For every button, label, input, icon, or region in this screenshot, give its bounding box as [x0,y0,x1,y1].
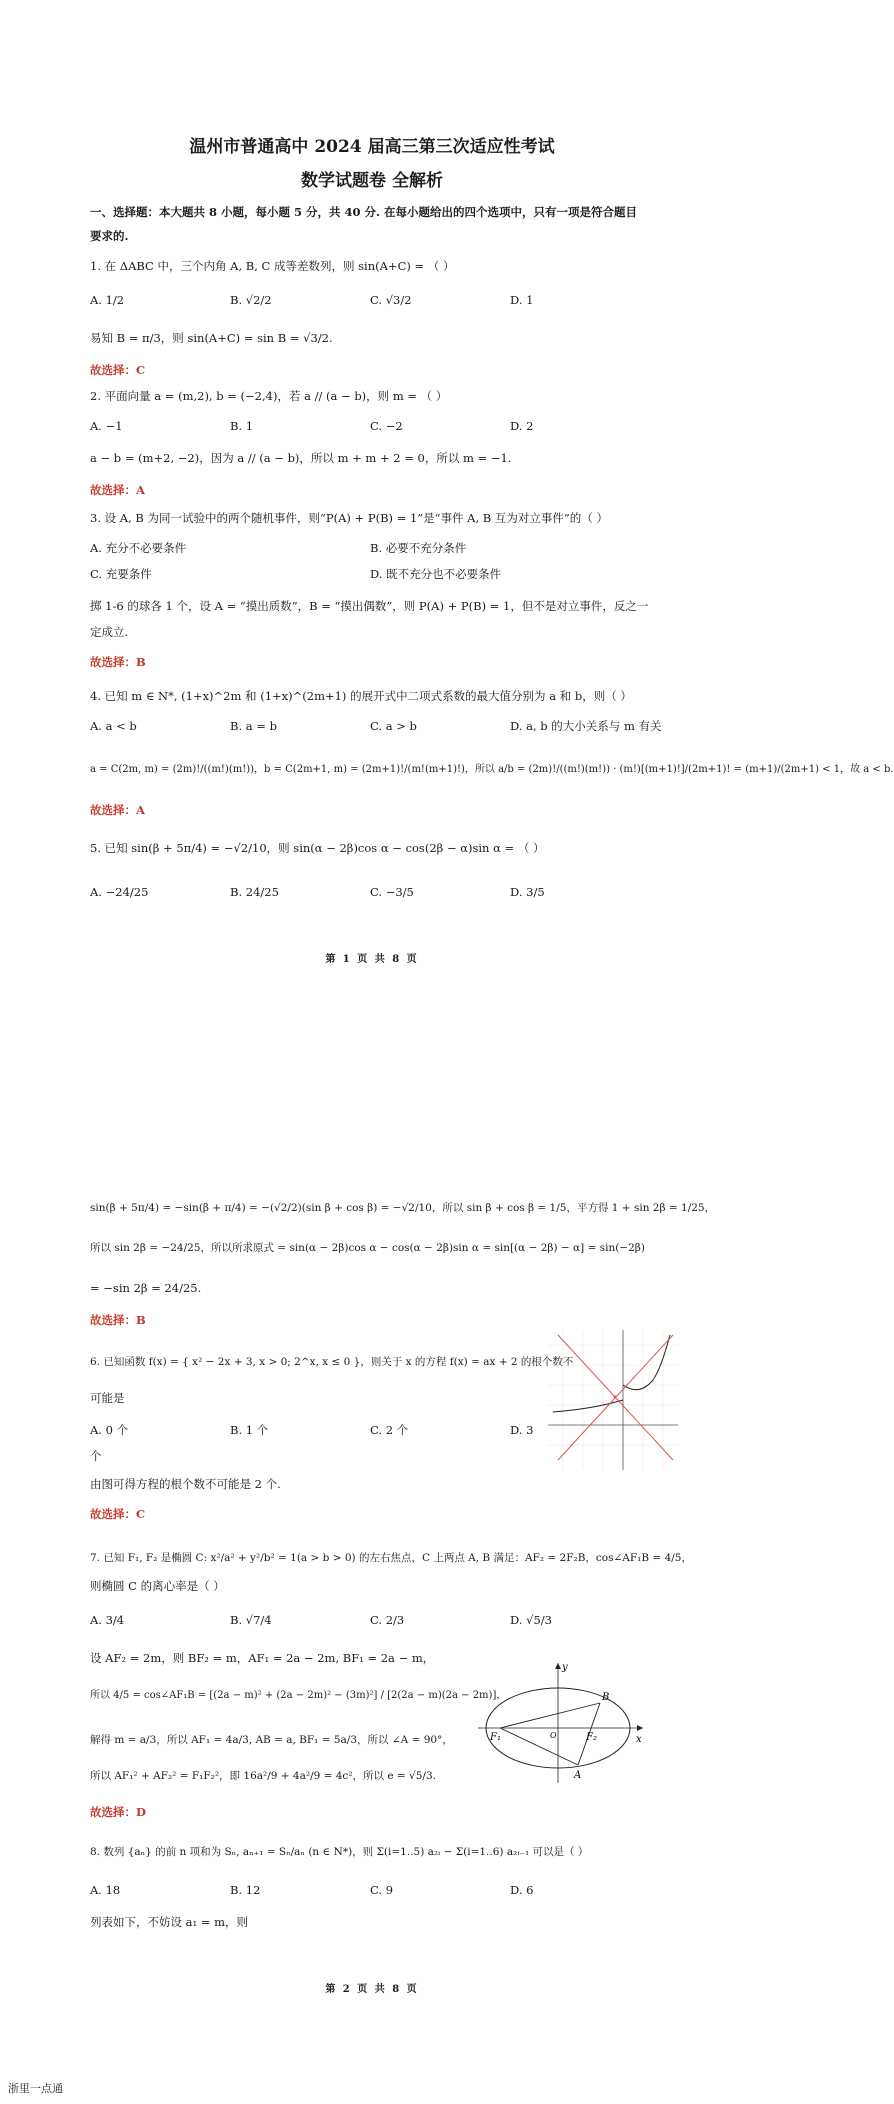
page-2 [0,1180,744,2030]
q8-option-d: D. 6 [510,1883,534,1897]
q2-option-b: B. 1 [230,419,254,433]
q1-option-b: B. √2/2 [230,293,272,307]
q2-answer: 故选择：A [90,483,145,497]
q1-stem: 1. 在 ΔABC 中，三个内角 A, B, C 成等差数列，则 sin(A+C) = （ ） [90,259,455,273]
q7-ellipse-figure [478,1658,648,1788]
q8-stem: 8. 数列 {aₙ} 的前 n 项和为 Sₙ, aₙ₊₁ = Sₙ/aₙ (n ∈ N*)，则 Σ(i=1..5) a₂ᵢ − Σ(i=1..6) a₂ᵢ₋₁ 可以是（ ） [90,1846,589,1858]
q6-intersection-point [614,1396,617,1399]
q3-solution-2: 定成立. [90,625,129,639]
q7-solution-4: 所以 AF₁² + AF₂² = F₁F₂²，即 16a²/9 + 4a²/9 = 4c²，所以 e = √5/3. [90,1770,436,1782]
q7-label-x: x [636,1734,642,1745]
q6-function-graph [548,1330,678,1470]
q7-answer: 故选择：D [90,1805,146,1819]
q4-option-a: A. a < b [90,719,137,733]
q4-stem: 4. 已知 m ∈ N*, (1+x)^2m 和 (1+x)^(2m+1) 的展开式中二项式系数的最大值分别为 a 和 b，则（ ） [90,689,632,703]
q7-label-o: O [550,1731,557,1740]
q7-solution-3: 解得 m = a/3，所以 AF₁ = 4a/3, AB = a, BF₁ = 5a/3，所以 ∠A = 90°， [90,1734,453,1746]
q5-option-d: D. 3/5 [510,885,545,899]
q7-option-a: A. 3/4 [90,1613,125,1627]
q7-segment-f1b [500,1703,600,1728]
section-heading: 一、选择题：本大题共 8 小题，每小题 5 分，共 40 分. 在每小题给出的四个选项中，只有一项是符合题目 [90,205,638,219]
q4-option-d: D. a, b 的大小关系与 m 有关 [510,719,662,733]
q8-option-c: C. 9 [370,1883,394,1897]
section-heading-cont: 要求的. [90,229,129,243]
q2-option-c: C. −2 [370,419,403,433]
q6-exp-curve [553,1400,623,1412]
q5-option-a: A. −24/25 [90,885,149,899]
q4-answer: 故选择：A [90,803,145,817]
page-1 [0,0,894,1000]
q8-option-a: A. 18 [90,1883,121,1897]
q3-option-d: D. 既不充分也不必要条件 [370,567,502,581]
q7-segment-f1a [500,1728,578,1765]
q5-solution-3: = −sin 2β = 24/25. [90,1281,202,1295]
q3-option-c: C. 充要条件 [90,567,152,581]
q4-solution: a = C(2m, m) = (2m)!/((m!)(m!))，b = C(2m+1, m) = (2m+1)!/(m!(m+1)!)，所以 a/b = (2m)!/((m!)(m!)) · (m!)[(m+1)!]/(2m+1)! = (m+1)/(2m+1) < 1，故 a < b. [90,764,894,775]
q2-solution: a − b = (m+2, −2)，因为 a // (a − b)，所以 m + m + 2 = 0，所以 m = −1. [90,451,512,465]
q1-option-d: D. 1 [510,293,534,307]
q7-x-arrow [637,1725,643,1731]
q6-answer: 故选择：C [90,1507,146,1521]
q6-option-d: D. 3 [510,1423,534,1437]
q7-label-a: A [574,1770,582,1781]
q3-option-b: B. 必要不充分条件 [370,541,467,555]
page-1-footer: 第 1 页 共 8 页 [325,954,419,965]
q1-answer: 故选择：C [90,363,146,377]
q7-label-b: B [602,1692,610,1703]
q4-option-b: B. a = b [230,719,277,733]
q6-solution: 由图可得方程的根个数不可能是 2 个. [90,1477,281,1491]
q6-option-c: C. 2 个 [370,1423,409,1437]
q1-solution: 易知 B = π/3，则 sin(A+C) = sin B = √3/2. [90,331,333,345]
q5-solution-2: 所以 sin 2β = −24/25，所以所求原式 = sin(α − 2β)cos α − cos(α − 2β)sin α = sin[(α − 2β) − α] = sin(−2β) [90,1242,645,1254]
q4-option-c: C. a > b [370,719,417,733]
q7-stem-cont: 则椭圆 C 的离心率是（ ） [90,1579,225,1593]
q6-stem-cont: 可能是 [90,1391,125,1405]
q3-stem: 3. 设 A, B 为同一试验中的两个随机事件，则“P(A) + P(B) = 1”是“事件 A, B 互为对立事件”的（ ） [90,511,608,525]
q6-option-a: A. 0 个 [90,1423,129,1437]
doc-title: 温州市普通高中 2024 届高三第三次适应性考试 [189,137,555,157]
q7-option-d: D. √5/3 [510,1613,552,1627]
q8-solution: 列表如下，不妨设 a₁ = m，则 [90,1915,248,1929]
q5-solution-1: sin(β + 5π/4) = −sin(β + π/4) = −(√2/2)(sin β + cos β) = −√2/10，所以 sin β + cos β = 1/5，平方得 1 + sin 2β = 1/25， [90,1202,716,1214]
q5-stem: 5. 已知 sin(β + 5π/4) = −√2/10，则 sin(α − 2β)cos α − cos(2β − α)sin α = （ ） [90,841,545,855]
q2-option-d: D. 2 [510,419,534,433]
q6-stem: 6. 已知函数 f(x) = { x² − 2x + 3, x > 0; 2^x, x ≤ 0 }，则关于 x 的方程 f(x) = ax + 2 的根个数不 [90,1356,574,1368]
q6-option-d-cont: 个 [90,1449,102,1463]
q7-solution-1: 设 AF₂ = 2m，则 BF₂ = m，AF₁ = 2a − 2m, BF₁ = 2a − m， [90,1651,435,1665]
q7-y-arrow [555,1663,561,1669]
q5-answer: 故选择：B [90,1313,146,1327]
doc-subtitle: 数学试题卷 全解析 [301,171,443,191]
q1-option-a: A. 1/2 [90,293,125,307]
page-2-footer: 第 2 页 共 8 页 [325,1984,419,1995]
q7-label-f2: F₂ [586,1732,597,1743]
q5-option-b: B. 24/25 [230,885,279,899]
q7-option-c: C. 2/3 [370,1613,405,1627]
q1-option-c: C. √3/2 [370,293,412,307]
q7-label-y: y [562,1662,568,1673]
q3-answer: 故选择：B [90,655,146,669]
q7-stem: 7. 已知 F₁, F₂ 是椭圆 C: x²/a² + y²/b² = 1(a > b > 0) 的左右焦点，C 上两点 A, B 满足：AF₂ = 2F₂B，cos∠AF₁B = 4/5， [90,1552,692,1564]
q3-solution-1: 掷 1-6 的球各 1 个，设 A = “摸出质数”，B = “摸出偶数”，则 P(A) + P(B) = 1，但不是对立事件，反之一 [90,599,649,613]
q7-solution-2: 所以 4/5 = cos∠AF₁B = [(2a − m)² + (2a − 2m)² − (3m)²] / [2(2a − m)(2a − 2m)]， [90,1690,507,1701]
q2-stem: 2. 平面向量 a = (m,2), b = (−2,4)，若 a // (a − b)，则 m = （ ） [90,389,448,403]
q8-option-b: B. 12 [230,1883,261,1897]
q3-option-a: A. 充分不必要条件 [90,541,187,555]
q7-label-f1: F₁ [490,1732,501,1743]
q5-option-c: C. −3/5 [370,885,414,899]
q7-option-b: B. √7/4 [230,1613,272,1627]
q2-option-a: A. −1 [90,419,123,433]
brand-watermark: 浙里一点通 [8,2082,63,2095]
q6-option-b: B. 1 个 [230,1423,269,1437]
